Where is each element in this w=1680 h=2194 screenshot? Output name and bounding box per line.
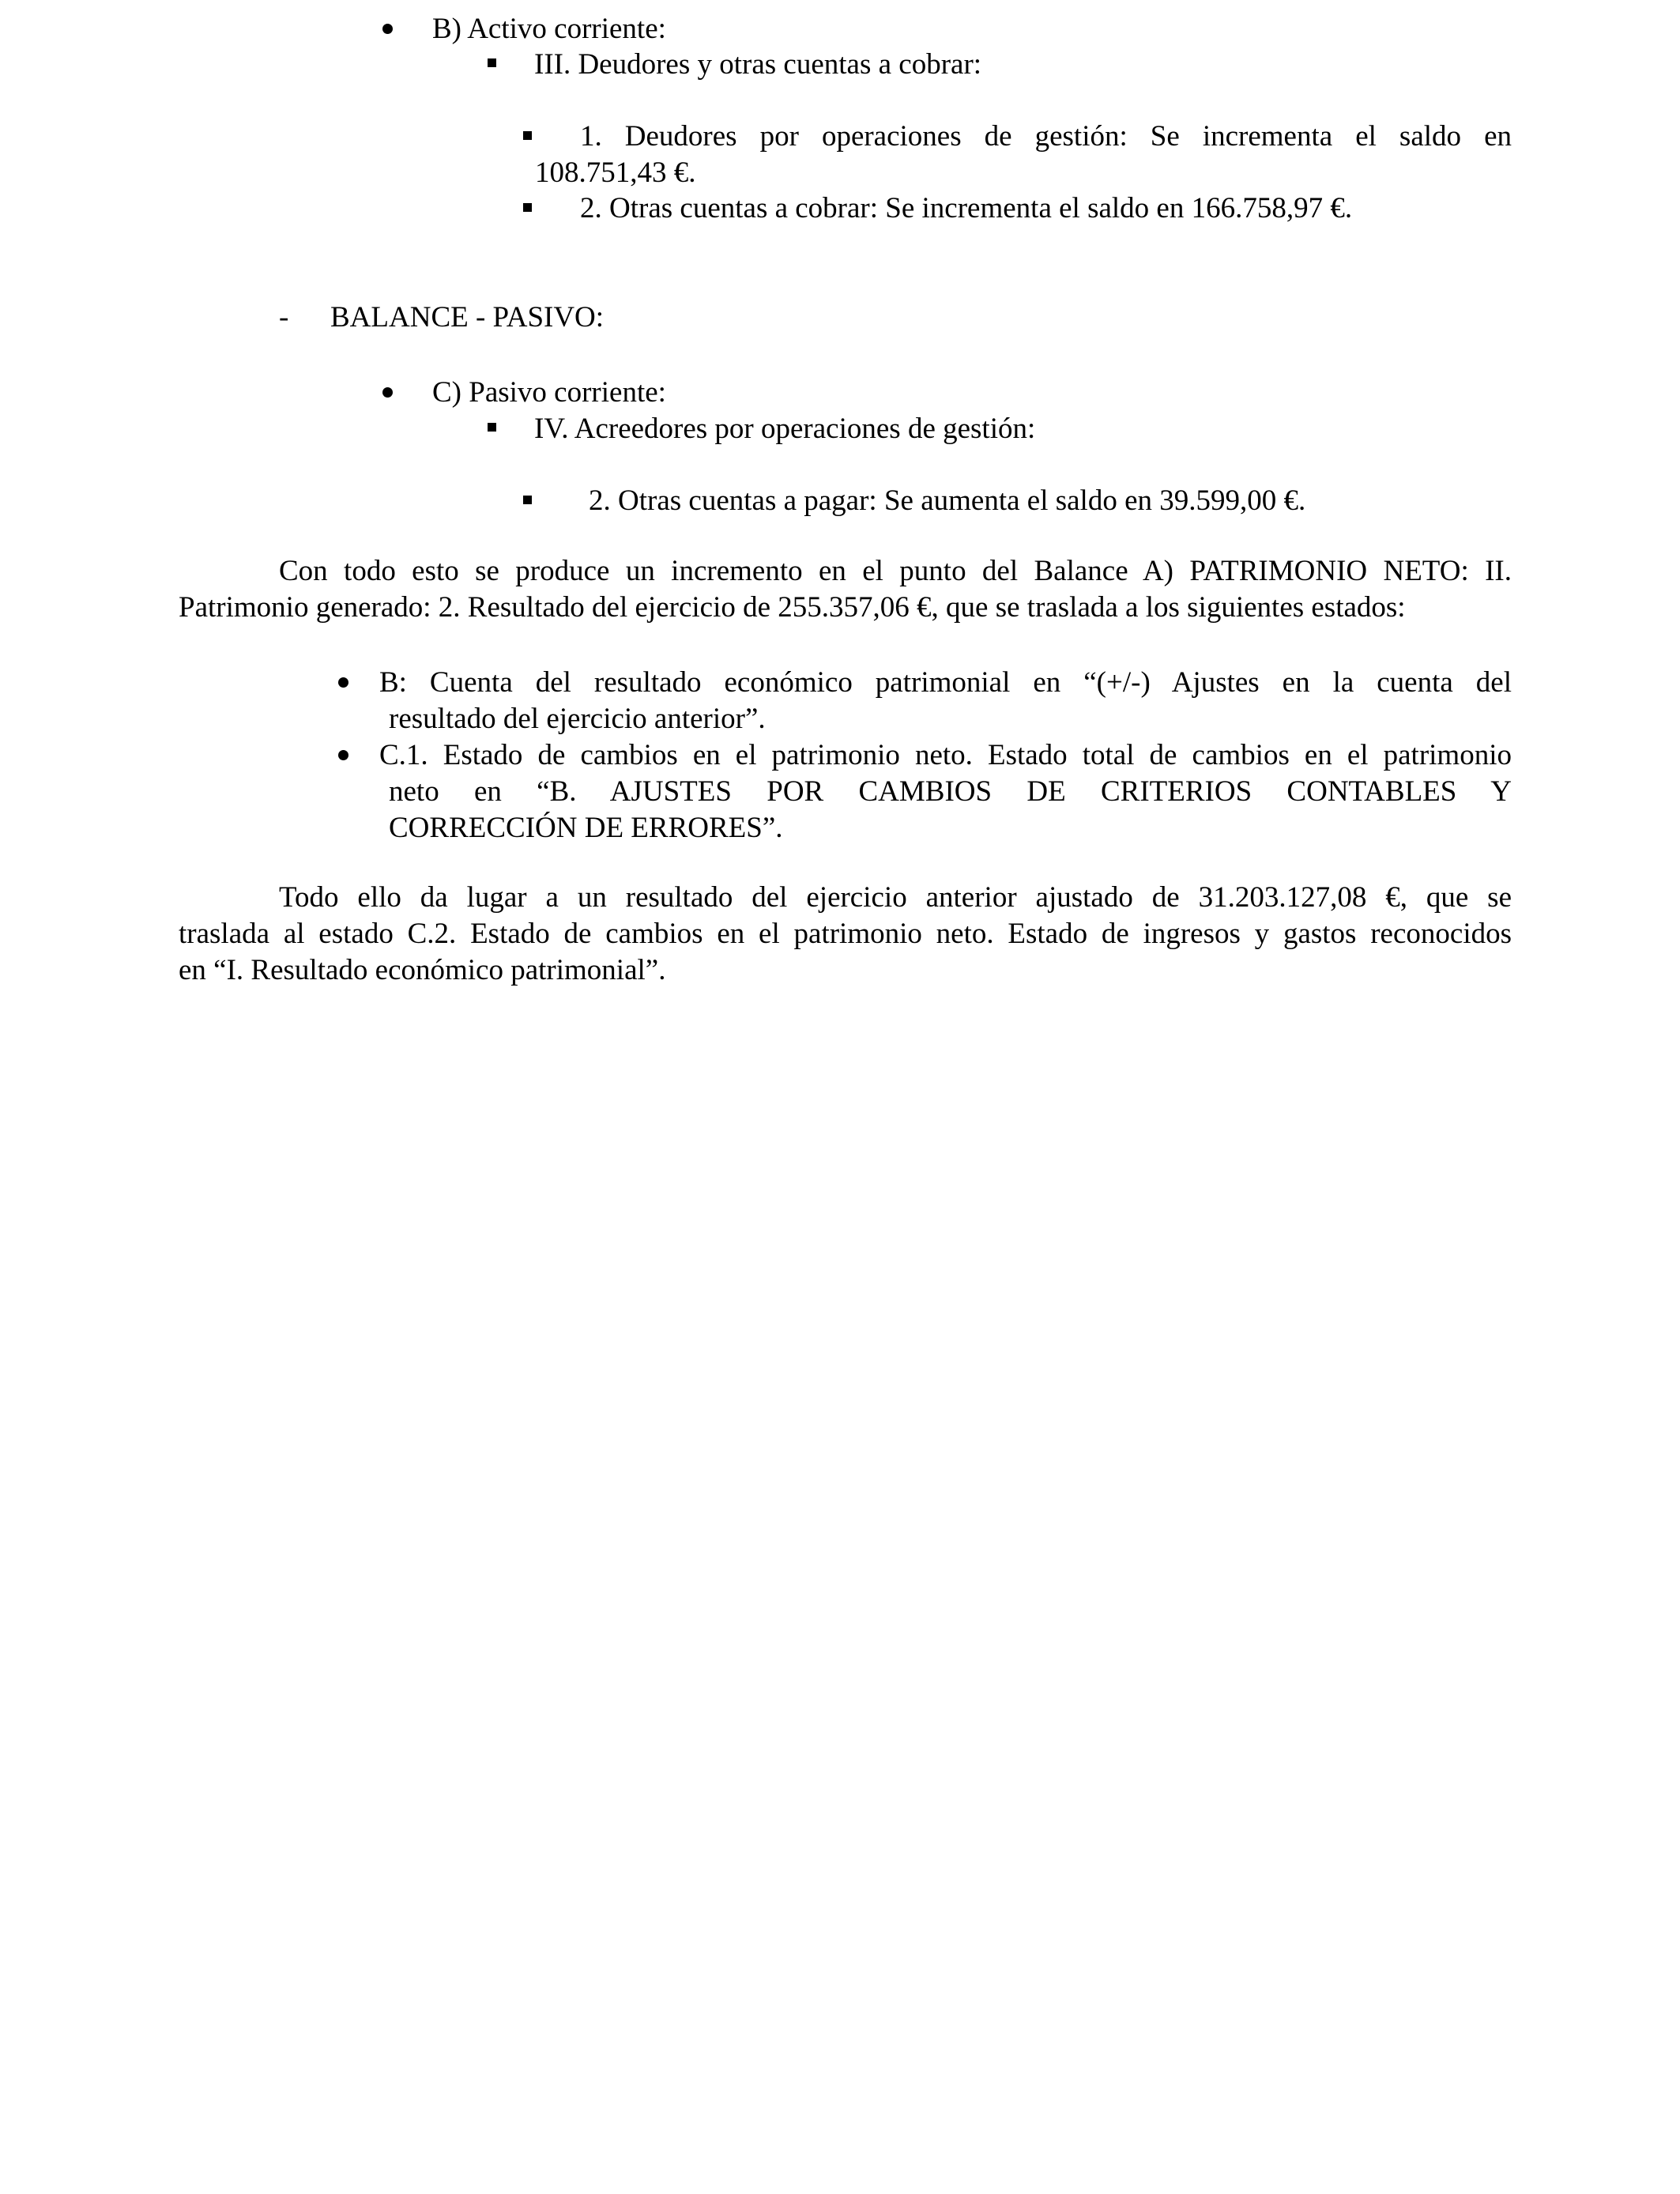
state-c1 [379, 737, 1512, 846]
bullet-square-icon [488, 58, 496, 67]
state-c1-line3: CORRECCIÓN DE ERRORES”. [389, 812, 783, 844]
pasivo-title: BALANCE - PASIVO: [330, 301, 605, 334]
dash-marker: - [279, 301, 289, 334]
paragraph-incremento [179, 553, 1512, 626]
bullet-square-icon [523, 203, 532, 212]
activo-heading: B) Activo corriente: [432, 13, 666, 45]
paragraph-resultado-line2: traslada al estado C.2. Estado de cambios en el patrimonio neto. Estado de ingresos y gastos reconocidos [179, 918, 1512, 950]
bullet-dot-icon [382, 387, 393, 398]
activo-item1-line1: 1. Deudores por operaciones de gestión: Se incrementa el saldo en [580, 120, 1512, 153]
paragraph-resultado-line1: Todo ello da lugar a un resultado del ejercicio anterior ajustado de 31.203.127,08 €, que se [279, 881, 1512, 914]
bullet-square-icon [523, 496, 532, 504]
bullet-square-icon [523, 131, 532, 140]
bullet-square-icon [488, 423, 496, 432]
activo-item1-line2: 108.751,43 €. [535, 156, 696, 189]
paragraph-incremento-line1: Con todo esto se produce un incremento en el punto del Balance A) PATRIMONIO NETO: II. [279, 555, 1512, 587]
state-b-line2: resultado del ejercicio anterior”. [389, 703, 766, 735]
state-c1-line1: C.1. Estado de cambios en el patrimonio neto. Estado total de cambios en el patrimonio [379, 739, 1512, 771]
acreedores-heading: IV. Acreedores por operaciones de gestión: [534, 413, 1036, 445]
activo-item2: 2. Otras cuentas a cobrar: Se incrementa el saldo en 166.758,97 €. [580, 192, 1353, 224]
state-b-line1: B: Cuenta del resultado económico patrimonial en “(+/-) Ajustes en la cuenta del [379, 666, 1512, 699]
deudores-heading: III. Deudores y otras cuentas a cobrar: [534, 48, 982, 81]
bullet-dot-icon [338, 677, 348, 688]
pasivo-item2: 2. Otras cuentas a pagar: Se aumenta el saldo en 39.599,00 €. [589, 484, 1306, 517]
bullet-dot-icon [382, 24, 393, 34]
state-c1-line2: neto en “B. AJUSTES POR CAMBIOS DE CRITERIOS CONTABLES Y [389, 775, 1512, 808]
paragraph-incremento-line2: Patrimonio generado: 2. Resultado del ejercicio de 255.357,06 €, que se traslada a los siguientes estados: [179, 591, 1406, 624]
bullet-dot-icon [338, 750, 348, 760]
activo-item1 [535, 119, 1512, 191]
paragraph-resultado-line3: en “I. Resultado económico patrimonial”. [179, 954, 666, 986]
pasivo-heading: C) Pasivo corriente: [432, 376, 666, 409]
paragraph-resultado [179, 880, 1512, 989]
state-b [379, 665, 1512, 737]
